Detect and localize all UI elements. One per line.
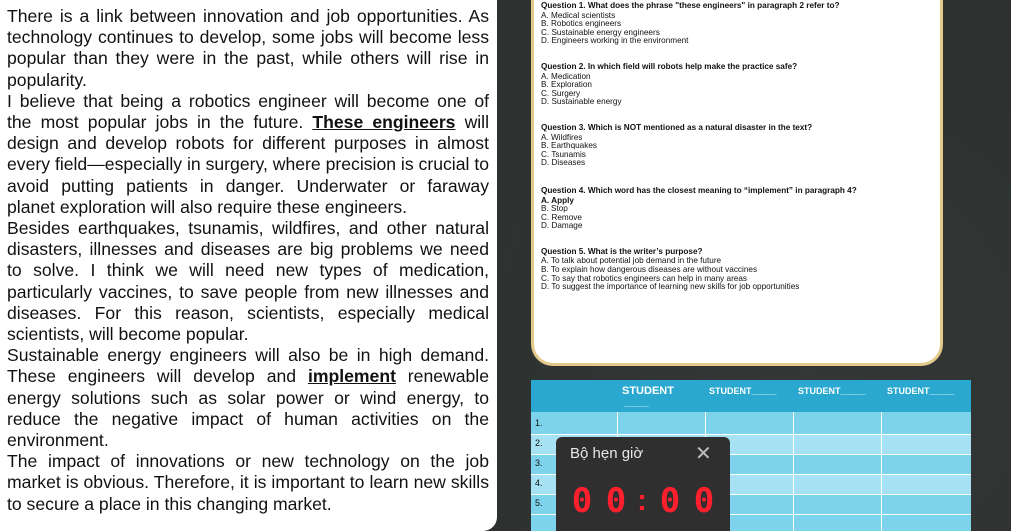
paragraph-1: There is a link between innovation and job opportunities. As technology continues to develop, some jobs will become less popular than they were in the past, while others will rise in popularity.: [7, 6, 489, 90]
option-b[interactable]: B. Exploration: [541, 80, 592, 90]
table-row[interactable]: [531, 415, 971, 434]
row-number: 2.: [535, 438, 543, 448]
option-c[interactable]: C. Surgery: [541, 88, 581, 98]
header-student-2: STUDENT_____: [709, 386, 777, 396]
quiz-card: [531, 0, 943, 366]
highlight-these-engineers: These engineers: [312, 112, 456, 133]
paragraph-5: The impact of innovations or new technology on the job market is obvious. Therefore, it is important to learn new skills to secure a place in this changing market.: [7, 451, 489, 514]
option-d[interactable]: D. To suggest the importance of learning new skills for job opportunities: [541, 282, 800, 292]
row-number: 4.: [535, 478, 543, 488]
option-c[interactable]: C. Sustainable energy engineers: [541, 27, 660, 37]
table-header: [531, 380, 971, 412]
question-text: Question 4. Which word has the closest meaning to “implement” in paragraph 4?: [541, 185, 857, 195]
question-4: [541, 187, 939, 231]
question-text: Question 1. What does the phrase "these engineers" in paragraph 2 refer to?: [541, 1, 840, 10]
reading-passage-card: [0, 0, 497, 531]
timer-digit: 0: [693, 481, 715, 521]
option-d[interactable]: D. Diseases: [541, 158, 586, 168]
quiz-list: [541, 2, 939, 309]
close-icon[interactable]: ✕: [695, 443, 712, 465]
question-text: Question 5. What is the writer’s purpose?: [541, 246, 703, 256]
question-1: [541, 2, 939, 46]
option-c[interactable]: C. To say that robotics engineers can help in many areas: [541, 273, 748, 283]
header-student-underline: _____: [624, 398, 650, 408]
paragraph-3: Besides earthquakes, tsunamis, wildfires, and other natural disasters, illnesses and diseases are big problems we need to solve. I think we will need new types of medication, particularly vaccines, to save people from new illnesses and diseases. For this reason, scientists, especially medical scientists, will become popular.: [7, 218, 489, 345]
timer-digit: 0: [571, 481, 593, 521]
option-a[interactable]: A. Wildfires: [541, 132, 583, 142]
option-b[interactable]: B. Stop: [541, 204, 568, 214]
timer-title: Bộ hẹn giờ: [570, 445, 644, 462]
option-b[interactable]: B. To explain how dangerous diseases are without vaccines: [541, 265, 758, 275]
header-student: STUDENT: [622, 385, 674, 397]
question-text: Question 3. Which is NOT mentioned as a natural disaster in the text?: [541, 122, 813, 132]
highlight-implement: implement: [307, 366, 396, 387]
option-c[interactable]: C. Tsunamis: [541, 149, 586, 159]
question-5: [541, 248, 939, 292]
paragraph-2: I believe that being a robotics engineer will become one of the most popular jobs in the future. These engineers will design and develop robots for different purposes in almost every field—especially in surgery, where precision is crucial to avoid putting patients in danger. Underwater or faraway planet exploration will also require these engineers.: [7, 90, 489, 217]
option-c[interactable]: C. Remove: [541, 212, 582, 222]
option-a[interactable]: A. Medication: [541, 71, 591, 81]
option-d[interactable]: D. Damage: [541, 221, 583, 231]
option-d[interactable]: D. Engineers working in the environment: [541, 36, 689, 46]
row-number: 3.: [535, 458, 543, 468]
option-b[interactable]: B. Earthquakes: [541, 141, 597, 151]
question-3: [541, 124, 939, 168]
row-number: 5.: [535, 498, 543, 508]
timer-digit: 0: [605, 481, 627, 521]
option-a[interactable]: A. Medical scientists: [541, 10, 616, 20]
timer-digit: 0: [659, 481, 681, 521]
header-student-3: STUDENT_____: [798, 386, 866, 396]
paragraph-4: Sustainable energy engineers will also be in high demand. These engineers will develop and implement renewable energy solutions such as solar power or wind energy, to reduce the negative impact of human activities on the environment.: [7, 345, 489, 451]
row-number: 1.: [535, 418, 543, 428]
header-student-4: STUDENT_____: [887, 386, 955, 396]
question-2: [541, 63, 939, 107]
timer-separator: :: [637, 484, 647, 517]
timer-widget[interactable]: [556, 437, 730, 531]
option-d[interactable]: D. Sustainable energy: [541, 97, 622, 107]
question-text: Question 2. In which field will robots help make the practice safe?: [541, 61, 798, 71]
reading-passage: [7, 6, 489, 515]
option-b[interactable]: B. Robotics engineers: [541, 19, 622, 29]
option-a[interactable]: A. Apply: [541, 195, 574, 205]
option-a[interactable]: A. To talk about potential job demand in the future: [541, 256, 722, 266]
row-divider: [531, 434, 971, 435]
